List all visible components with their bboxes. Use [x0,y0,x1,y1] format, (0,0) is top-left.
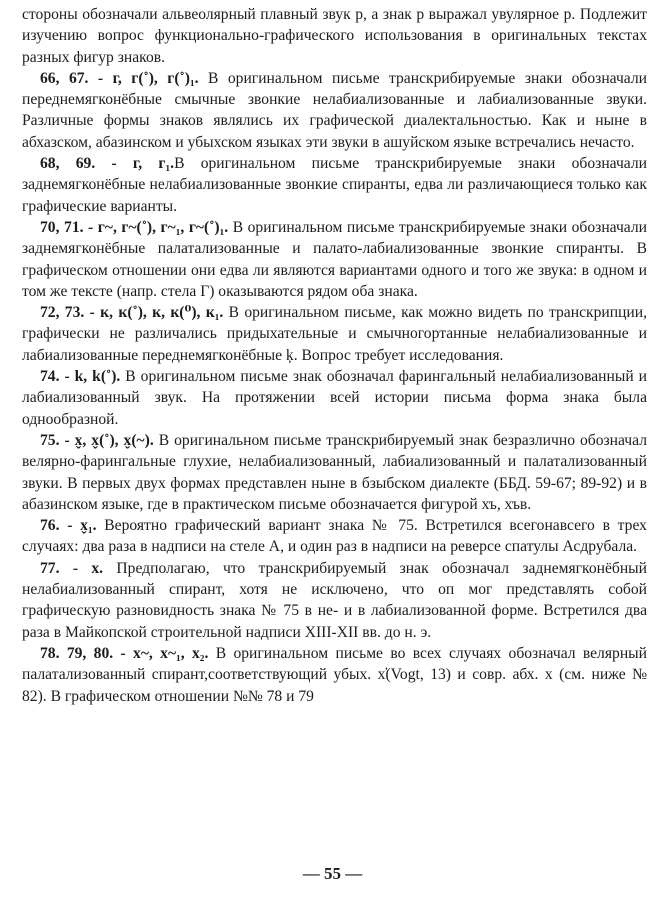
paragraph-66-67-text: В оригинальном письме транскрибируемые знаки обозначали переднемягконёбные смычные звонкие нелабиализованные и лабиализованные звуки. Различные формы знаков являлись их графической диалектальностью. Как и ныне в абхазском, абазинском и убыхском языках эти звуки в ашуйском языке встречались нечасто. [22,69,647,151]
paragraph-75-lead: 75. - x̬, x̬(˚), x̬(~). [40,431,154,449]
paragraph-78-80 [22,643,647,707]
paragraph-77-text: Предполагаю, что транскрибируемый знак обозначал заднемягконёбный нелабиализованный спирант, хотя не исключено, что оп мог представлять собой графическую разновидность знака № 75 в не- и в лабиализованной форме. Встретился два раза в Майкопской строительной надписи XIII-XII вв. до н. э. [22,559,647,641]
paragraph-74-lead: 74. - k, k(˚). [40,368,121,386]
paragraph-70-71 [22,217,647,302]
paragraph-70-71-text: В оригинальном письме транскрибируемые знаки обозначали заднемягконёбные палатализованные и палато-лабиализованные звонкие спиранты. В графическом отношении они едва ли являются вариантами одного и того же звука: в одном и том же тексте (напр. стела Г) оказываются рядом оба знака. [22,218,647,300]
page-number: — 55 — [302,864,363,883]
paragraph-77 [22,558,647,643]
paragraph-66-67-lead: 66, 67. - г, г(˚), г(˚)₁. [40,69,199,87]
paragraph-68-69-lead: 68, 69. - г, г₁. [40,155,175,173]
paragraph-78-80-lead: 78. 79, 80. - x~, x~₁, x₂. [40,644,209,662]
paragraph-76 [22,515,647,558]
paragraph-0-text: стороны обозначали альвеолярный плавный звук р, а знак р выражал увулярное р. Подлежит изучению вопрос функционально-графического использования в оригинальных текстах разных фигур знаков. [22,6,647,66]
paragraph-72-73-text: В оригинальном письме, как можно видеть по транскрипции, графически не различались придыхательные и смычногортанные нелабиализованные и лабиализованные переднемягконёбные ķ. Вопрос требует исследования. [22,304,647,364]
paragraph-70-71-lead: 70, 71. - г~, г~(˚), г~₁, г~(˚)₁. [40,218,229,236]
paragraph-0 [22,4,647,68]
paragraph-76-lead: 76. - x̬₁. [40,517,97,535]
paragraph-78-80-text: В оригинальном письме во всех случаях обозначал велярный палатализованный спирант,соответствующий убых. x̕(Vogt, 13) и совр. абх. x (см. ниже № 82). В графическом отношении №№ 78 и 79 [22,644,647,705]
paragraph-75-text: В оригинальном письме транскрибируемый знак безразлично обозначал велярно-фарингальные глухие, нелабиализованный, лабиализованный и палатализованный звуки. В первых двух формах представлен ныне в бзыбском диалекте (ББД. 59-67; 89-92) и в абазинском языке, где в практическом письме обозначается фигурой хъ, хъв. [22,431,647,513]
paragraph-68-69 [22,153,647,217]
paragraph-74 [22,366,647,430]
paragraph-72-73-lead: 72, 73. - к, к(˚), к, к(⁰), к₁. [40,304,224,322]
paragraph-68-69-text: В оригинальном письме транскрибируемые знаки обозначали заднемягконёбные нелабиализованные звонкие спиранты, едва ли различающиеся только как графические варианты. [22,155,647,215]
paragraph-66-67 [22,68,647,153]
paragraph-72-73 [22,302,647,366]
paragraph-76-text: Вероятно графический вариант знака № 75. Встретился всегонавсего в трех случаях: два раза в надписи на стеле А, и один раз в надписи на реверсе спатулы Асдрубала. [22,517,647,556]
paragraph-77-lead: 77. - x. [40,559,104,577]
paragraph-75 [22,430,647,515]
paragraph-74-text: В оригинальном письме знак обозначал фарингальный нелабиализованный и лабиализованный звук. На протяжении всей истории письма форма знака была однообразной. [22,368,647,428]
